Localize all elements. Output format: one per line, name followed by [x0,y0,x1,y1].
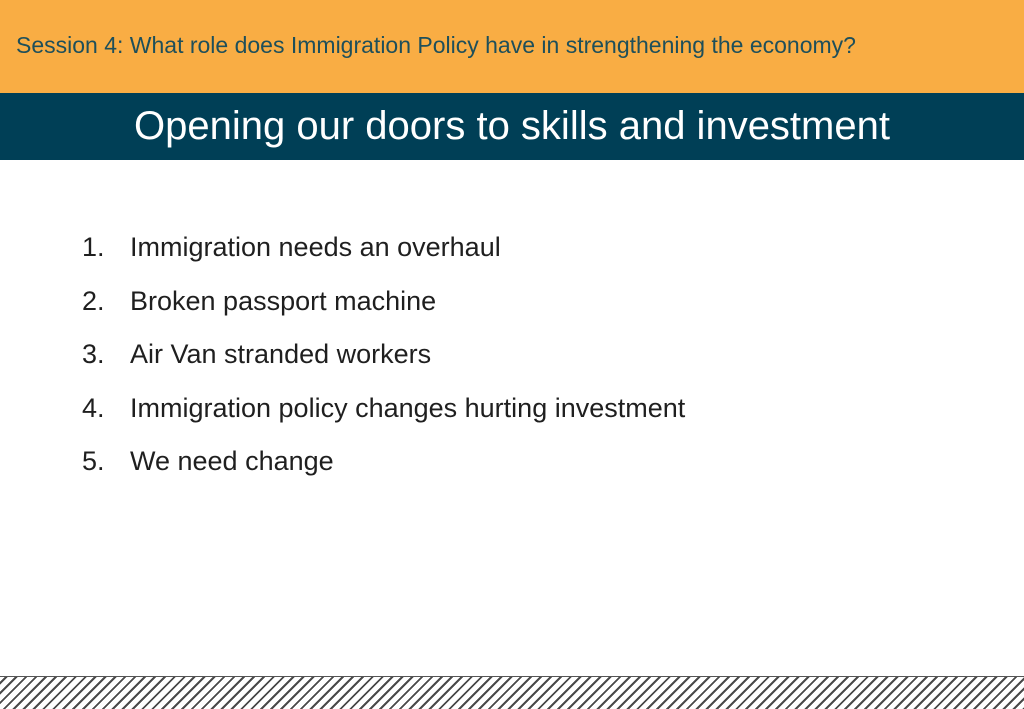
list-item-text: Broken passport machine [130,285,437,316]
list-item-number: 2. [82,285,105,316]
list-item-text: We need change [130,446,334,476]
list-item [82,446,685,500]
hatched-footer-band [0,676,1024,709]
list-item-text: Air Van stranded workers [130,339,432,369]
list-item [82,232,685,286]
list-item-text: Immigration policy changes hurting investment [130,392,686,423]
numbered-list [82,232,685,500]
session-title: Session 4: What role does Immigration Policy have in strengthening the economy? [16,32,856,58]
list-item-number: 5. [82,446,105,476]
list-item-number: 4. [82,392,105,423]
list-item [82,286,685,340]
session-header-bar [0,0,1024,93]
list-item [82,339,685,393]
title-bar [0,93,1024,160]
list-item [82,393,685,447]
list-item-number: 1. [82,232,105,262]
slide-title: Opening our doors to skills and investment [134,104,890,148]
list-item-text: Immigration needs an overhaul [130,232,501,262]
list-item-number: 3. [82,339,105,369]
